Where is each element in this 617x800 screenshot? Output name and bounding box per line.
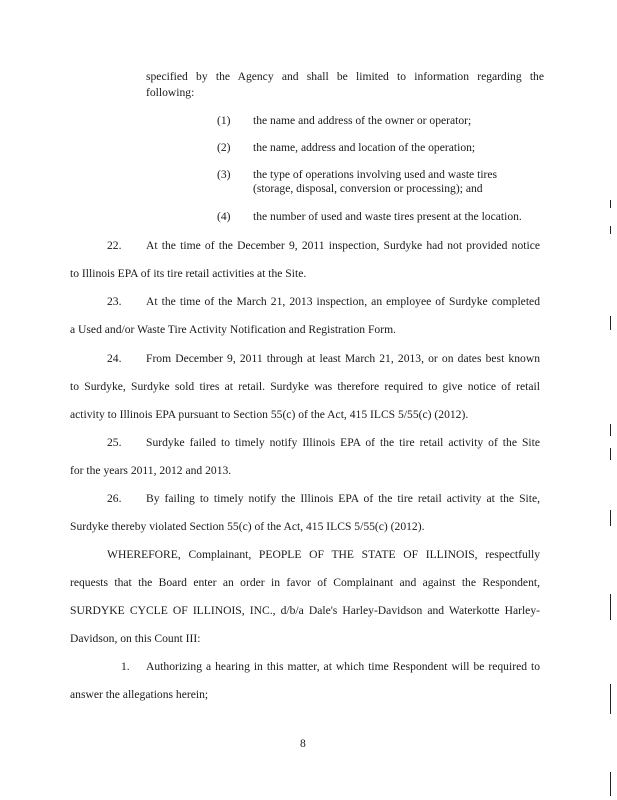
paragraph-23-number: 23. <box>107 295 122 308</box>
wherefore-line-3: SURDYKE CYCLE OF ILLINOIS, INC., d/b/a Dale's Harley-Davidson and Waterkotte Harley- <box>70 604 540 617</box>
margin-mark <box>610 424 611 436</box>
margin-mark <box>610 316 611 330</box>
paragraph-26-number: 26. <box>107 492 122 505</box>
margin-mark <box>610 772 611 796</box>
list-item-4-number: (4) <box>217 210 231 223</box>
paragraph-22-number: 22. <box>107 239 122 252</box>
paragraph-23-line-2: a Used and/or Waste Tire Activity Notification and Registration Form. <box>70 323 397 336</box>
paragraph-23-line-1: At the time of the March 21, 2013 inspection, an employee of Surdyke completed <box>146 295 540 308</box>
paragraph-26-line-1: By failing to timely notify the Illinois EPA of the tire retail activity at the Site, <box>146 492 540 505</box>
list-item-2-text: the name, address and location of the operation; <box>253 141 476 154</box>
item-1-line-1: Authorizing a hearing in this matter, at which time Respondent will be required to <box>146 660 540 673</box>
margin-mark <box>610 448 611 460</box>
margin-mark <box>610 226 611 234</box>
wherefore-line-4: Davidson, on this Count III: <box>70 632 201 645</box>
paragraph-25-number: 25. <box>107 436 122 449</box>
intro-line-1: specified by the Agency and shall be limited to information regarding the <box>146 70 544 83</box>
paragraph-24-line-2: to Surdyke, Surdyke sold tires at retail. Surdyke was therefore required to give notice of retail <box>70 380 540 393</box>
paragraph-24-number: 24. <box>107 352 122 365</box>
paragraph-22-line-1: At the time of the December 9, 2011 inspection, Surdyke had not provided notice <box>146 239 540 252</box>
wherefore-line-1: WHEREFORE, Complainant, PEOPLE OF THE STATE OF ILLINOIS, respectfully <box>107 548 540 561</box>
list-item-4-text: the number of used and waste tires present at the location. <box>253 210 522 223</box>
list-item-3-number: (3) <box>217 168 231 181</box>
paragraph-25-line-1: Surdyke failed to timely notify Illinois EPA of the tire retail activity of the Site <box>146 436 540 449</box>
paragraph-26-line-2: Surdyke thereby violated Section 55(c) of the Act, 415 ILCS 5/55(c) (2012). <box>70 520 425 533</box>
intro-line-2: following: <box>146 86 195 99</box>
wherefore-line-2: requests that the Board enter an order in favor of Complainant and against the Respondent, <box>70 576 540 589</box>
item-1-line-2: answer the allegations herein; <box>70 688 209 701</box>
list-item-3-text: the type of operations involving used and waste tires <box>253 168 498 181</box>
list-item-1-number: (1) <box>217 114 231 127</box>
margin-mark <box>610 684 611 714</box>
paragraph-24-line-3: activity to Illinois EPA pursuant to Section 55(c) of the Act, 415 ILCS 5/55(c) (2012). <box>70 408 469 421</box>
margin-mark <box>610 200 611 208</box>
margin-mark <box>610 594 611 620</box>
paragraph-24-line-1: From December 9, 2011 through at least March 21, 2013, or on dates best known <box>146 352 540 365</box>
margin-mark <box>610 510 611 526</box>
paragraph-25-line-2: for the years 2011, 2012 and 2013. <box>70 464 232 477</box>
page-number: 8 <box>300 737 306 750</box>
list-item-1-text: the name and address of the owner or operator; <box>253 114 472 127</box>
list-item-3-text-continued: (storage, disposal, conversion or processing); and <box>253 182 483 195</box>
list-item-2-number: (2) <box>217 141 231 154</box>
item-1-number: 1. <box>121 660 130 673</box>
paragraph-22-line-2: to Illinois EPA of its tire retail activities at the Site. <box>70 267 307 280</box>
